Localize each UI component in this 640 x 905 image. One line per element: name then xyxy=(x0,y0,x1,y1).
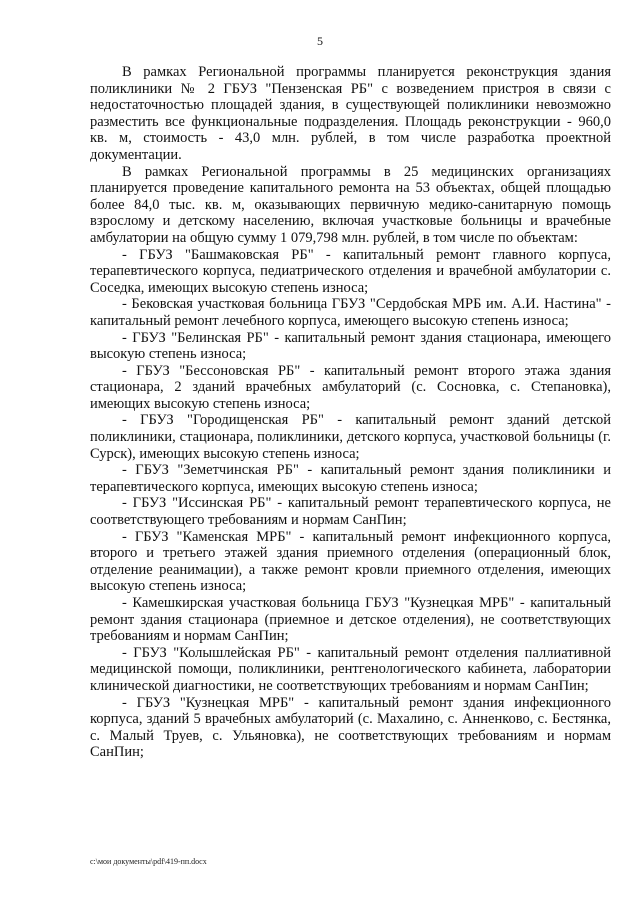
list-item-bekovskaya: - Бековская участковая больница ГБУЗ "Сердобская МРБ им. А.И. Настина" - капитальный ремонт лечебного корпуса, имеющего высокую степень износа; xyxy=(90,296,611,329)
paragraph-reconstruction: В рамках Региональной программы планируется реконструкция здания поликлиники № 2 ГБУЗ "Пензенская РБ" с возведением пристроя в связи с недостаточностью площадей здания, в существующей поликлиники невозможно разместить все функциональные подразделения. Площадь реконструкции - 960,0 кв. м, стоимость - 43,0 млн. рублей, в том числе разработка проектной документации. xyxy=(90,64,611,163)
list-item-kuznetskaya: - ГБУЗ "Кузнецкая МРБ" - капитальный ремонт здания инфекционного корпуса, зданий 5 врачебных амбулаторий (с. Махалино, с. Анненково, с. Бестянка, с. Малый Труев, с. Ульяновка), не соответствующих требованиям и нормам СанПин; xyxy=(90,694,611,761)
list-item-kameshkirskaya: - Камешкирская участковая больница ГБУЗ "Кузнецкая МРБ" - капитальный ремонт здания стационара (приемное и детское отделения), не соответствующих требованиям и нормам СанПин; xyxy=(90,595,611,645)
list-item-bessonovskaya: - ГБУЗ "Бессоновская РБ" - капитальный ремонт второго этажа здания стационара, 2 зданий врачебных амбулаторий (с. Сосновка, с. Степановка), имеющих высокую степень износа; xyxy=(90,362,611,412)
page-number: 5 xyxy=(317,34,323,48)
footer-file-path: c:\мои документы\pdf\419-пп.docx xyxy=(90,857,207,866)
list-item-belinskaya: - ГБУЗ "Белинская РБ" - капитальный ремонт здания стационара, имеющего высокую степень износа; xyxy=(90,329,611,363)
list-item-gorodishchenskaya: - ГБУЗ "Городищенская РБ" - капитальный ремонт зданий детской поликлиники, стационара, поликлиники, детского корпуса, участковой больницы (г. Сурск), имеющих высокую степень износа; xyxy=(90,412,611,462)
paragraph-capital-repair-intro: В рамках Региональной программы в 25 медицинских организациях планируется проведение капитального ремонта на 53 объектах, общей площадью более 84,0 тыс. кв. м, оказывающих первичную медико-санитарную помощь взрослому и детскому населению, включая участковые больницы и врачебные амбулатории на общую сумму 1 079,798 млн. рублей, в том числе по объектам: xyxy=(90,163,611,246)
list-item-kolyshleyskaya: - ГБУЗ "Колышлейская РБ" - капитальный ремонт отделения паллиативной медицинской помощи, поликлиники, рентгенологического кабинета, лаборатории клинической диагностики, не соответствующих требованиям и нормам СанПин; xyxy=(90,644,611,694)
list-item-kamenskaya: - ГБУЗ "Каменская МРБ" - капитальный ремонт инфекционного корпуса, второго и третьего этажей здания приемного отделения (операционный блок, отделение реанимации), а также ремонт кровли приемного отделения, имеющих высокую степень износа; xyxy=(90,528,611,595)
list-item-bashmakovskaya: - ГБУЗ "Башмаковская РБ" - капитальный ремонт главного корпуса, терапевтического корпуса, педиатрического отделения и врачебной амбулатории с. Соседка, имеющих высокую степень износа; xyxy=(90,246,611,296)
list-item-issinskaya: - ГБУЗ "Иссинская РБ" - капитальный ремонт терапевтического корпуса, не соответствующего требованиям и нормам СанПин; xyxy=(90,495,611,529)
document-body xyxy=(90,64,611,761)
list-item-zemetchinskaya: - ГБУЗ "Земетчинская РБ" - капитальный ремонт здания поликлиники и терапевтического корпуса, имеющих высокую степень износа; xyxy=(90,462,611,495)
